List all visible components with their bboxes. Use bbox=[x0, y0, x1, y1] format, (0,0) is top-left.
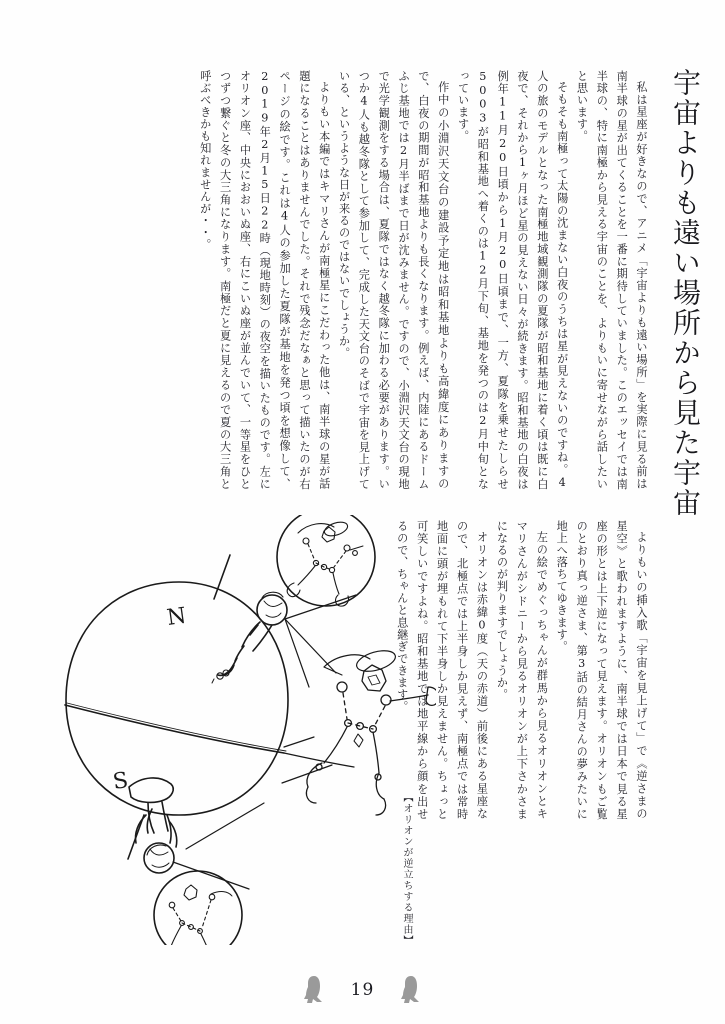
figure-north-person bbox=[212, 592, 287, 683]
paragraph: 私は星座が好きなので、アニメ「宇宙よりも遠い場所」を実際に見る前は南半球の星が出てくることを一番に期待していました。このエッセイでは南半球の、特に南極から見える宇宙のことを、よりもいに寄せながら話したいと思います。 bbox=[575, 70, 648, 490]
paragraph: 作中の小淵沢天文台の建設予定地は昭和基地よりも高緯度にありますので、白夜の期間が昭和基地よりも長くなります。例えば、内陸にあるドームふじ基地では2月半ばまで日が沈みません。ですので、小淵沢天文台の現地で光学観測をする場合は、夏隊ではなく越冬隊に加わる必要があります。いつか4人も越冬隊として参加して、完成した天文台のそばで宇宙を見上げている、というような日が来るのではないでしょうか。 bbox=[337, 70, 450, 490]
orion-constellation-inverted bbox=[162, 885, 232, 945]
article-body-main bbox=[88, 70, 651, 490]
page-number: 19 bbox=[350, 980, 375, 1000]
article-body-side bbox=[395, 520, 651, 820]
penguin-icon bbox=[303, 975, 325, 1005]
paragraph: オリオンは赤緯0度（天の赤道）前後にある星座なので、北極点では上半身しか見えず、南極点では常時地面に頭が埋もれて下半身しか見えません。ちょっと可笑しいですよね。昭和基地では地平線から顔を出せるので、ちゃんと息継ぎできます。 bbox=[395, 520, 489, 820]
north-pole-label: N bbox=[165, 603, 188, 631]
south-pole-label: S bbox=[111, 768, 130, 795]
paragraph: よりもいの挿入歌「宇宙を見上げて」で《逆さまの星空》と歌われますように、南半球では日本で見る星座の形とは上下逆になって見えます。オリオンもご覧のとおり真っ逆さま、第3話の結月さんの夢みたいに地上へ落ちてゆきます。 bbox=[555, 520, 648, 820]
thought-bubble-north bbox=[277, 515, 375, 606]
orion-diagram-illustration bbox=[36, 515, 436, 945]
orion-figure-large bbox=[282, 647, 436, 815]
paragraph: 左の絵でめぐっちゃんが群馬から見るオリオンとキマリさんがシドニーから見るオリオンが上下さかさまになるのが判りますでしょうか。 bbox=[495, 520, 549, 820]
paragraph: そもそも南極って太陽の沈まない白夜のうちは星が見えないのですね。4人の旅のモデルとなった南極地域観測隊の夏隊が昭和基地に着く頃は既に白夜で、それから1ヶ月ほど星の見えない日々が続きます。昭和基地の白夜は例年11月20日頃から1月20日頃まで、一方、夏隊を乗せたしらせ5003が昭和基地へ着くのは12月下旬、基地を発つのは2月中旬となっています。 bbox=[456, 70, 569, 490]
paragraph: よりもい本編ではキマリさんが南極星にこだわった他は、南半球の星が話題になることはありませんでした。それで残念だなぁと思って描いたのが右ページの絵です。これは4人の参加した夏隊が基地を発つ頃を想像して、2019年2月15日22時（現地時刻）の夜空を描いたものです。左にオリオン座、中央におおいぬ座、右にこいぬ座が並んでいて、一等星をひとつずつ繋ぐと冬の大三角になります。南極だと夏に見えるので夏の大三角と呼ぶべきかも知れませんが・・。 bbox=[198, 70, 331, 490]
page-title: 宇宙よりも遠い場所から見た宇宙 bbox=[669, 68, 702, 518]
figure-south-person bbox=[129, 778, 177, 873]
orion-constellation-upright bbox=[287, 520, 363, 607]
earth-globe-icon bbox=[65, 555, 354, 859]
page-footer bbox=[0, 966, 725, 1014]
penguin-icon bbox=[400, 975, 422, 1005]
figure-caption: 【オリオンが逆立ちする理由】 bbox=[401, 792, 412, 946]
sight-lines-north bbox=[285, 595, 356, 687]
